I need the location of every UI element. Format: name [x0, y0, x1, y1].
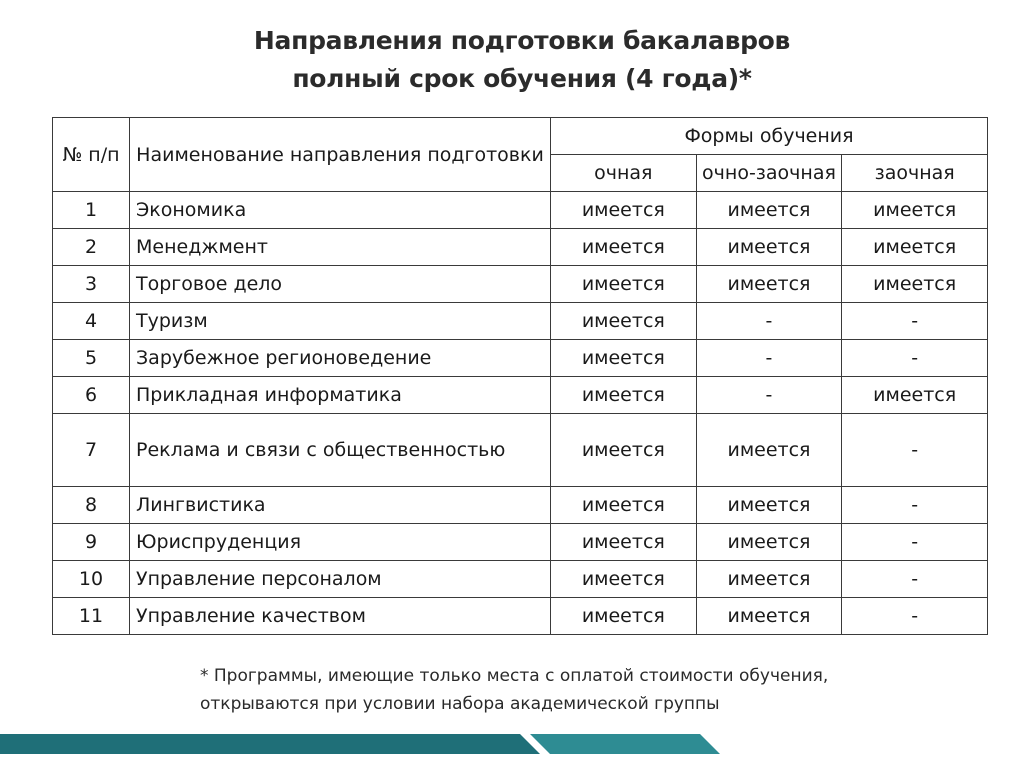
row-name: Лингвистика: [130, 487, 551, 524]
row-full-time: имеется: [551, 561, 697, 598]
row-num: 5: [53, 340, 130, 377]
row-part-time: имеется: [696, 229, 842, 266]
row-extramural: -: [842, 303, 988, 340]
row-num: 9: [53, 524, 130, 561]
row-extramural: имеется: [842, 192, 988, 229]
row-part-time: имеется: [696, 414, 842, 487]
row-name: Реклама и связи с общественностью: [130, 414, 551, 487]
row-num: 11: [53, 598, 130, 635]
table-row: [53, 229, 988, 266]
table-row: [53, 377, 988, 414]
row-full-time: имеется: [551, 377, 697, 414]
row-full-time: имеется: [551, 266, 697, 303]
row-full-time: имеется: [551, 414, 697, 487]
row-num: 10: [53, 561, 130, 598]
row-extramural: -: [842, 414, 988, 487]
row-full-time: имеется: [551, 229, 697, 266]
decorative-bottom-bar: [0, 734, 1024, 754]
row-extramural: -: [842, 598, 988, 635]
row-name: Управление персоналом: [130, 561, 551, 598]
table-row: [53, 266, 988, 303]
row-extramural: имеется: [842, 229, 988, 266]
footnote-line-1: * Программы, имеющие только места с оплатой стоимости обучения,: [200, 666, 829, 686]
row-part-time: -: [696, 303, 842, 340]
row-part-time: имеется: [696, 192, 842, 229]
row-extramural: -: [842, 561, 988, 598]
row-part-time: имеется: [696, 598, 842, 635]
row-num: 7: [53, 414, 130, 487]
row-num: 1: [53, 192, 130, 229]
row-part-time: имеется: [696, 561, 842, 598]
row-num: 8: [53, 487, 130, 524]
row-full-time: имеется: [551, 192, 697, 229]
table-row: [53, 598, 988, 635]
table-row: [53, 414, 988, 487]
bar-segment-dark: [0, 734, 540, 754]
row-extramural: -: [842, 487, 988, 524]
row-part-time: имеется: [696, 266, 842, 303]
footnote: [200, 662, 960, 718]
header-full-time: очная: [551, 155, 697, 192]
row-full-time: имеется: [551, 524, 697, 561]
page-title: [0, 22, 1024, 98]
row-name: Торговое дело: [130, 266, 551, 303]
header-num: № п/п: [53, 118, 130, 192]
row-name: Юриспруденция: [130, 524, 551, 561]
row-extramural: -: [842, 524, 988, 561]
table-row: [53, 303, 988, 340]
row-name: Туризм: [130, 303, 551, 340]
table-body: [53, 192, 988, 635]
row-extramural: -: [842, 340, 988, 377]
row-extramural: имеется: [842, 266, 988, 303]
row-name: Экономика: [130, 192, 551, 229]
footnote-line-2: открываются при условии набора академической группы: [200, 694, 720, 714]
row-part-time: имеется: [696, 524, 842, 561]
row-name: Управление качеством: [130, 598, 551, 635]
table-row: [53, 192, 988, 229]
table-header-row: [53, 118, 988, 155]
row-name: Менеджмент: [130, 229, 551, 266]
header-part-time: очно-заочная: [696, 155, 842, 192]
row-full-time: имеется: [551, 340, 697, 377]
row-num: 6: [53, 377, 130, 414]
title-line-2: полный срок обучения (4 года)*: [292, 64, 752, 93]
row-num: 2: [53, 229, 130, 266]
row-extramural: имеется: [842, 377, 988, 414]
table-row: [53, 487, 988, 524]
row-part-time: -: [696, 340, 842, 377]
table-row: [53, 561, 988, 598]
header-forms: Формы обучения: [551, 118, 988, 155]
programs-table: [52, 117, 988, 635]
table-row: [53, 340, 988, 377]
table-row: [53, 524, 988, 561]
header-extramural: заочная: [842, 155, 988, 192]
row-num: 3: [53, 266, 130, 303]
row-part-time: -: [696, 377, 842, 414]
row-full-time: имеется: [551, 303, 697, 340]
header-name: Наименование направления подготовки: [130, 118, 551, 192]
bar-segment-light: [530, 734, 720, 754]
row-name: Прикладная информатика: [130, 377, 551, 414]
row-num: 4: [53, 303, 130, 340]
row-full-time: имеется: [551, 487, 697, 524]
title-line-1: Направления подготовки бакалавров: [253, 26, 791, 55]
row-part-time: имеется: [696, 487, 842, 524]
row-full-time: имеется: [551, 598, 697, 635]
row-name: Зарубежное регионоведение: [130, 340, 551, 377]
